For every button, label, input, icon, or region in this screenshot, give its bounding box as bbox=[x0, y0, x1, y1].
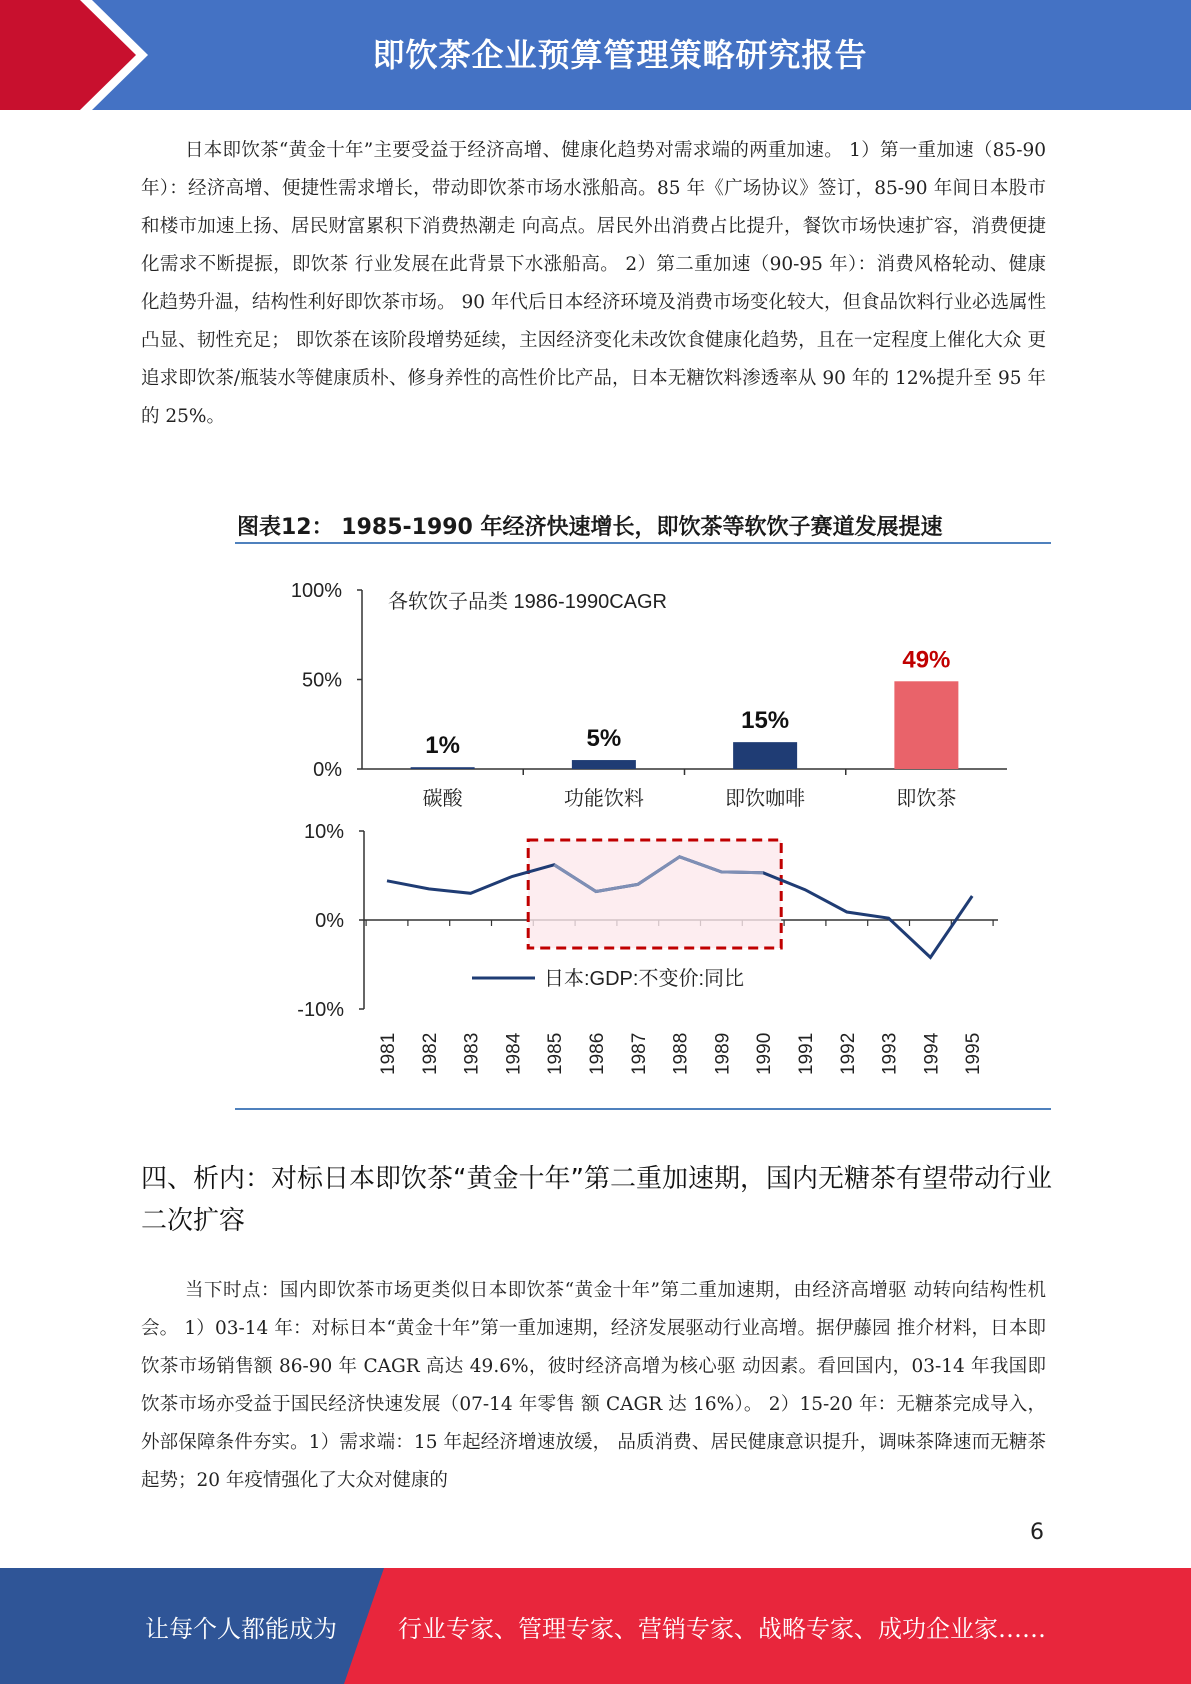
bar-value-label: 49% bbox=[902, 646, 951, 674]
year-label: 1987 bbox=[628, 1032, 650, 1075]
figure-title: 图表12： 1985-1990 年经济快速增长，即饮茶等软饮子赛道发展提速 bbox=[237, 515, 943, 540]
year-label: 1985 bbox=[545, 1032, 567, 1075]
bar-4 bbox=[894, 681, 958, 769]
year-label: 1992 bbox=[837, 1032, 859, 1075]
bar-1 bbox=[411, 767, 475, 769]
bar-category-label: 即饮咖啡 bbox=[725, 788, 806, 810]
figure-bottom-rule bbox=[235, 1108, 1051, 1110]
bar-category-label: 碳酸 bbox=[422, 788, 463, 810]
bar-y-tick-label: 100% bbox=[290, 580, 342, 602]
bar-y-tick-label: 0% bbox=[313, 759, 342, 781]
bar-value-label: 15% bbox=[741, 707, 790, 735]
line-y-tick-label: 0% bbox=[315, 910, 344, 932]
year-label: 1988 bbox=[670, 1032, 692, 1075]
bar-2 bbox=[572, 760, 636, 769]
bar-category-label: 即饮茶 bbox=[896, 788, 957, 810]
year-label: 1984 bbox=[503, 1032, 525, 1075]
bar-chart-title: 各软饮子品类 1986-1990CAGR bbox=[388, 591, 667, 613]
bar-value-label: 1% bbox=[425, 732, 460, 760]
header-title: 即饮茶企业预算管理策略研究报告 bbox=[372, 36, 868, 74]
highlight-box bbox=[528, 840, 781, 948]
year-label: 1986 bbox=[587, 1032, 608, 1075]
line-y-tick-label: 10% bbox=[303, 821, 344, 843]
year-label: 1982 bbox=[419, 1032, 441, 1075]
body-paragraph-2: 当下时点：国内即饮茶市场更类似日本即饮茶“黄金十年”第二重加速期，由经济高增驱 动转向结构性机会。 1）03-14 年：对标日本“黄金十年”第一重加速期，经济发展驱动行业高增。据伊藤园 推介材料，日本即饮茶市场销售额 86-90 年 CAGR 高达 49.6%，彼时经济高增为核心驱 动因素。看回国内，03-14 年我国即饮茶市场亦受益于国民经济快速发展（07-14 年零售 额 CAGR 达 16%）。 2）15-20 年：无糖茶完成导入，外部保障条件夯实。1）需求端：15 年起经济增速放缓， 品质消费、居民健康意识提升，调味茶降速而无糖茶起势；20 年疫情强化了大众对健康的 bbox=[141, 1280, 1046, 1491]
year-label: 1990 bbox=[754, 1032, 776, 1075]
year-label: 1995 bbox=[963, 1032, 985, 1075]
section-heading: 四、析内：对标日本即饮茶“黄金十年”第二重加速期，国内无糖茶有望带动行业二次扩容 bbox=[141, 1164, 1052, 1236]
year-label: 1991 bbox=[796, 1032, 817, 1075]
footer-slogan-left: 让每个人都能成为 bbox=[145, 1615, 337, 1643]
year-label: 1989 bbox=[712, 1032, 734, 1075]
year-label: 1993 bbox=[879, 1032, 901, 1075]
legend-label: 日本:GDP:不变价:同比 bbox=[544, 968, 745, 990]
year-label: 1994 bbox=[921, 1032, 943, 1075]
year-label: 1981 bbox=[378, 1032, 399, 1075]
bar-y-tick-label: 50% bbox=[301, 669, 342, 692]
bar-3 bbox=[733, 742, 797, 769]
year-label: 1983 bbox=[461, 1032, 483, 1075]
bar-category-label: 功能饮料 bbox=[563, 788, 644, 810]
footer-slogan-right: 行业专家、管理专家、营销专家、战略专家、成功企业家…… bbox=[398, 1615, 1046, 1643]
line-y-tick-label: -10% bbox=[297, 999, 344, 1021]
body-paragraph-1: 日本即饮茶“黄金十年”主要受益于经济高增、健康化趋势对需求端的两重加速。 1）第一重加速（85-90 年）：经济高增、便捷性需求增长，带动即饮茶市场水涨船高。85 年《广场协议》签订，85-90 年间日本股市和楼市加速上扬、居民财富累积下消费热潮走 向高点。居民外出消费占比提升，餐饮市场快速扩容，消费便捷化需求不断提振，即饮茶 行业发展在此背景下水涨船高。 2）第二重加速（90-95 年）：消费风格轮动、健康化趋势升温，结构性利好即饮茶市场。 90 年代后日本经济环境及消费市场变化较大，但食品饮料行业必选属性凸显、韧性充足； 即饮茶在该阶段增势延续，主因经济变化未改饮食健康化趋势，且在一定程度上催化大众 更追求即饮茶/瓶装水等健康质朴、修身养性的高性价比产品，日本无糖饮料渗透率从 90 年的 12%提升至 95 年的 25%。 bbox=[141, 140, 1046, 427]
bar-value-label: 5% bbox=[586, 725, 622, 753]
page-number: 6 bbox=[1030, 1520, 1044, 1545]
